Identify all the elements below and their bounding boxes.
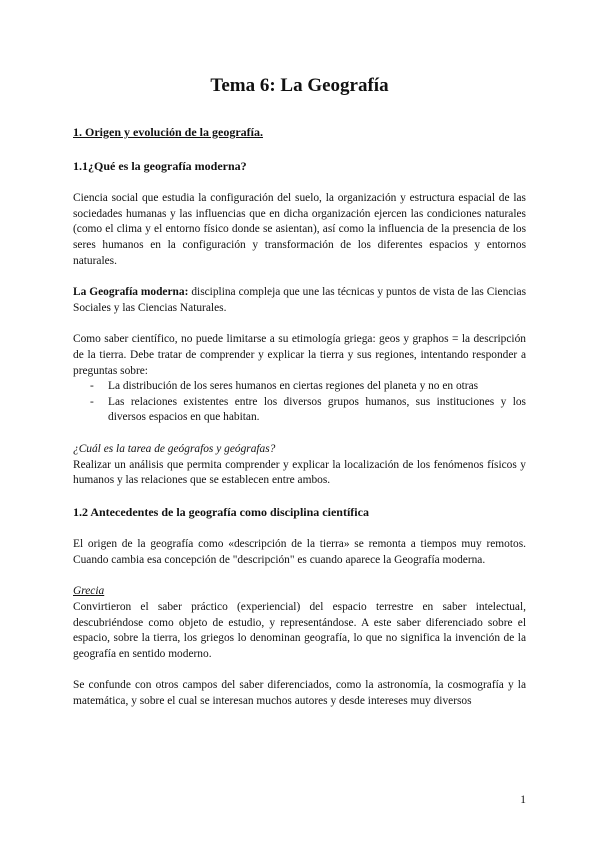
- question-heading: ¿Cuál es la tarea de geógrafos y geógrafas?: [73, 442, 276, 455]
- bold-term: La Geografía moderna:: [73, 286, 189, 299]
- paragraph-confunde: Se confunde con otros campos del saber diferenciados, como la astronomía, la cosmografía y la matemática, y sobre el cual se interesan muchos autores y desde intereses muy diversos: [73, 679, 526, 708]
- list-dash: -: [90, 395, 94, 408]
- grecia-heading: Grecia: [73, 585, 105, 598]
- page-content: [73, 74, 526, 710]
- paragraph-text: disciplina compleja que une las técnicas y puntos de vista de las Ciencias Sociales y las Ciencias Naturales.: [73, 286, 527, 314]
- paragraph-geografia-moderna: [73, 285, 526, 316]
- paragraph-origen: El origen de la geografía como «descripción de la tierra» se remonta a tiempos muy remotos. Cuando cambia esa concepción de "descripción" es cuando aparece la Geografía moderna.: [73, 538, 526, 566]
- list-item-text: La distribución de los seres humanos en ciertas regiones del planeta y no en otras: [108, 380, 479, 393]
- list-item-text: Las relaciones existentes entre los diversos grupos humanos, sus instituciones y los diversos espacios en que habitan.: [108, 395, 526, 424]
- list-dash: -: [90, 380, 94, 393]
- paragraph-tarea: Realizar un análisis que permita comprender y explicar la localización de los fenómenos físicos y humanos y las relaciones que se establecen entre ambos.: [73, 458, 526, 487]
- paragraph-saber-cientifico: Como saber científico, no puede limitarse a su etimología griega: geos y graphos = la descripción de la tierra. Debe tratar de comprender y explicar la tierra y sus regiones, intentando responder a preguntas sobre:: [73, 333, 526, 377]
- section-heading: 1. Origen y evolución de la geografía.: [73, 125, 263, 139]
- page-number: 1: [520, 794, 526, 806]
- subsection-heading: 1.1¿Qué es la geografía moderna?: [73, 158, 247, 173]
- subsection-heading: 1.2 Antecedentes de la geografía como disciplina científica: [73, 504, 369, 519]
- bullet-list: [73, 379, 526, 426]
- paragraph-grecia: Convirtieron el saber práctico (experiencial) del espacio terrestre en saber intelectual, descubriéndose como objeto de estudio, y representándose. A este saber diferenciado sobre el espacio, sobre la tierra, los griegos lo denominan geografía, lo que no significa la invención de la geografía en sentido moderno.: [73, 601, 526, 660]
- list-item: [73, 395, 526, 426]
- paragraph-definition: Ciencia social que estudia la configuración del suelo, la organización y estructura espacial de las sociedades humanas y las influencias que en dicha organización ejercen las condiciones naturales (como el clima y el entorno físico donde se asientan), así como la influencia de la presencia de los seres humanos en la configuración y transformación de los diferentes espacios y entornos naturales.: [73, 192, 526, 267]
- document-title: Tema 6: La Geografía: [210, 75, 389, 96]
- list-item: [73, 379, 526, 395]
